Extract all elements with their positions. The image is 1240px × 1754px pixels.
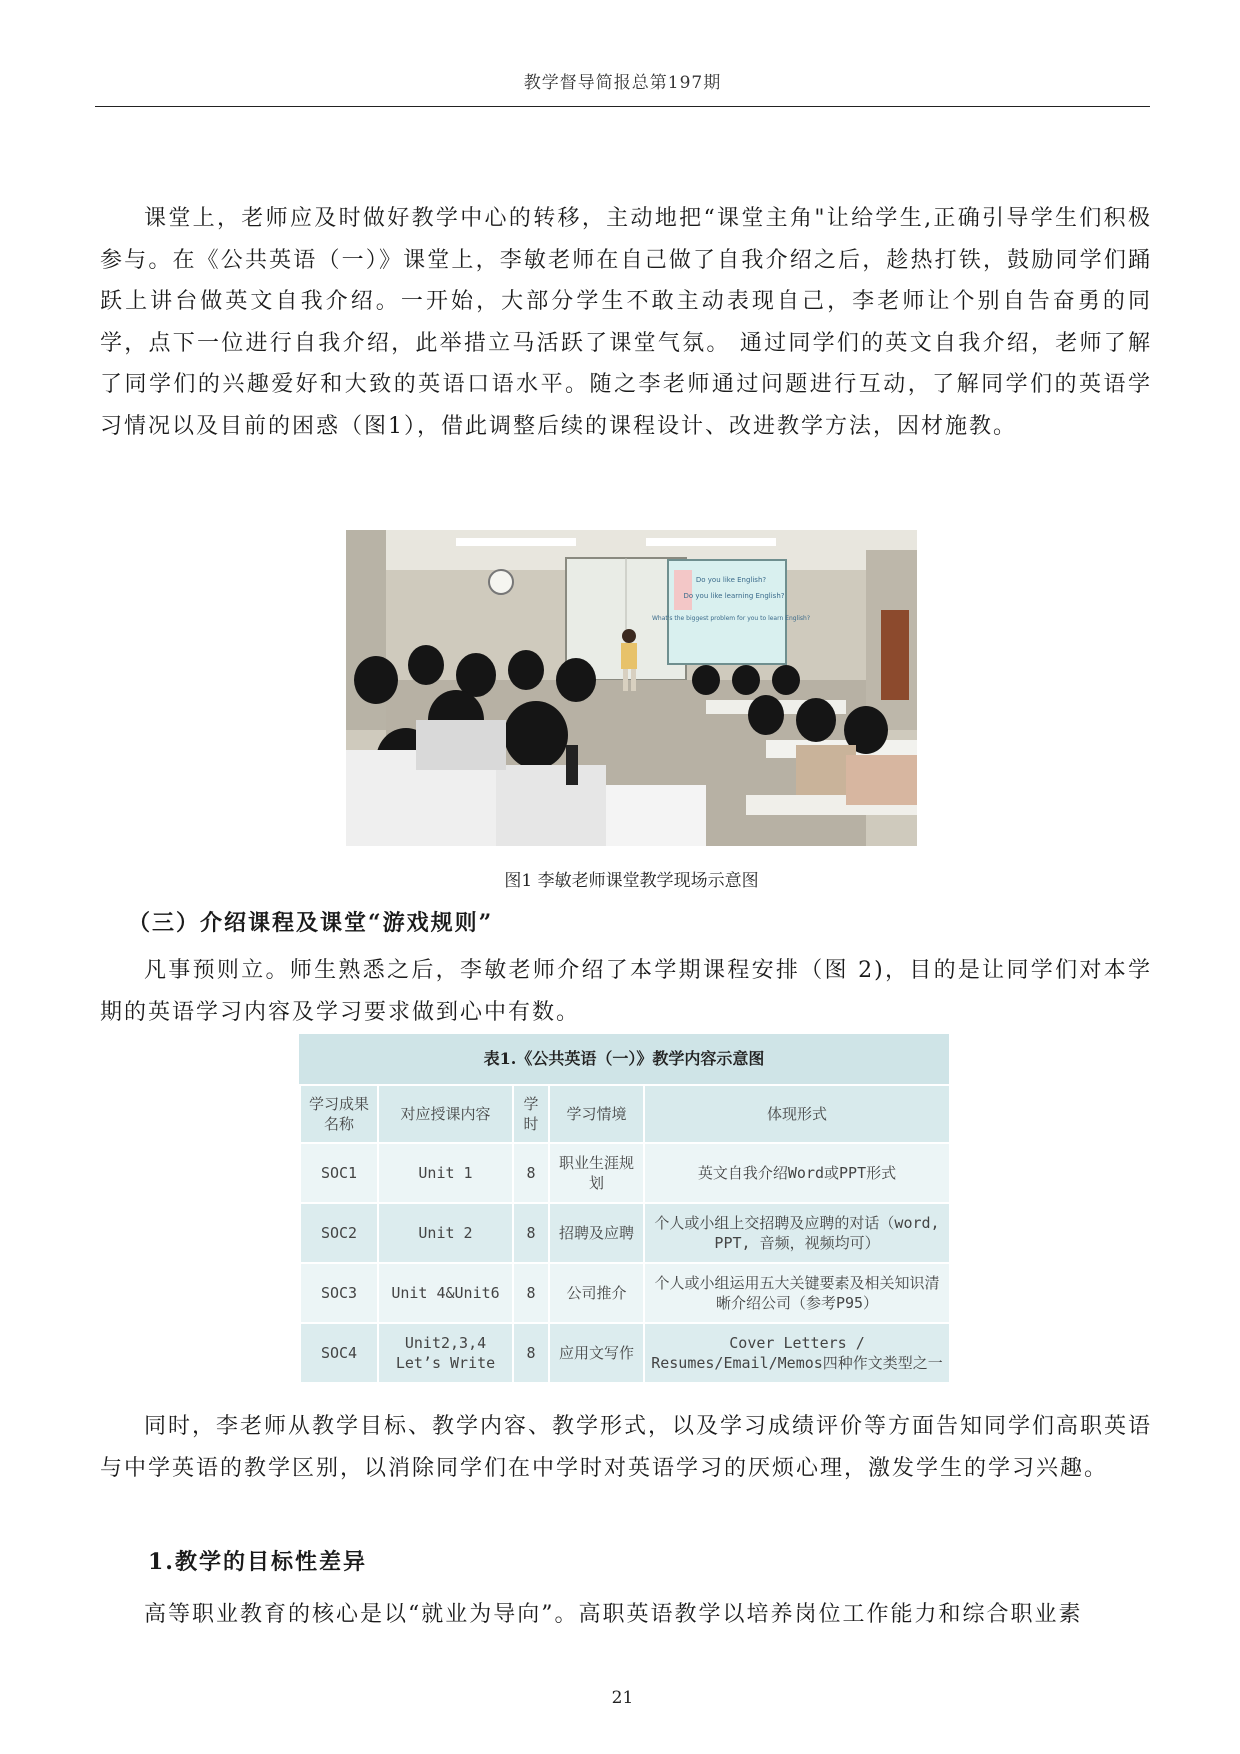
table-cell: 招聘及应聘 (549, 1203, 644, 1263)
body-paragraph-4: 高等职业教育的核心是以“就业为导向”。高职英语教学以培养岗位工作能力和综合职业素 (144, 1602, 1083, 1627)
table-title: 表1.《公共英语（一）》教学内容示意图 (299, 1034, 949, 1084)
header-divider (95, 106, 1150, 107)
table-row (300, 1323, 950, 1383)
table-row (300, 1263, 950, 1323)
table-cell: 8 (513, 1263, 549, 1323)
slide-line-2: Do you like learning English? (683, 592, 785, 600)
table-row (300, 1203, 950, 1263)
table-cell: 8 (513, 1143, 549, 1203)
table-cell: 8 (513, 1323, 549, 1383)
body-paragraph-2: 凡事预则立。师生熟悉之后，李敏老师介绍了本学期课程安排（图 2)，目的是让同学们对本学期的英语学习内容及学习要求做到心中有数。 (100, 958, 1152, 1025)
table-cell: Unit2,3,4 Let’s Write (378, 1323, 513, 1383)
table-row (300, 1143, 950, 1203)
page-header: 教学督导简报总第197期 (523, 73, 722, 93)
table-cell: SOC1 (300, 1143, 378, 1203)
table-header-cell: 体现形式 (644, 1085, 950, 1143)
table-cell: 职业生涯规划 (549, 1143, 644, 1203)
table-header-cell: 学时 (513, 1085, 549, 1143)
table-cell: 英文自我介绍Word或PPT形式 (644, 1143, 950, 1203)
section-heading: （三）介绍课程及课堂“游戏规则” (128, 910, 494, 936)
table-cell: SOC3 (300, 1263, 378, 1323)
slide-line-3: What's the biggest problem for you to learn English? (651, 615, 811, 622)
table-cell: 个人或小组上交招聘及应聘的对话（word, PPT, 音频，视频均可） (644, 1203, 950, 1263)
table-cell: 个人或小组运用五大关键要素及相关知识清晰介绍公司（参考P95） (644, 1263, 950, 1323)
figure-caption: 图1 李敏老师课堂教学现场示意图 (504, 871, 759, 891)
table-header-row (300, 1085, 950, 1143)
table-cell: Unit 2 (378, 1203, 513, 1263)
table-cell: 8 (513, 1203, 549, 1263)
slide-line-1: Do you like English? (695, 576, 767, 584)
table-cell: SOC2 (300, 1203, 378, 1263)
table-header-cell: 学习成果名称 (300, 1085, 378, 1143)
table-cell: Cover Letters / Resumes/Email/Memos四种作文类型之一 (644, 1323, 950, 1383)
table-header-cell: 对应授课内容 (378, 1085, 513, 1143)
course-content-table (299, 1034, 949, 1382)
course-table (299, 1084, 951, 1384)
subsection-heading: 1.教学的目标性差异 (148, 1549, 367, 1575)
table-cell: 应用文写作 (549, 1323, 644, 1383)
body-paragraph-1: 课堂上，老师应及时做好教学中心的转移，主动地把“课堂主角"让给学生,正确引导学生们积极参与。在《公共英语（一）》课堂上，李敏老师在自己做了自我介绍之后，趁热打铁，鼓励同学们踊跃上讲台做英文自我介绍。一开始，大部分学生不敢主动表现自己，李老师让个别自告奋勇的同学，点下一位进行自我介绍，此举措立马活跃了课堂气氛。 通过同学们的英文自我介绍，老师了解了同学们的兴趣爱好和大致的英语口语水平。随之李老师通过问题进行互动，了解同学们的英语学习情况以及目前的困惑（图1），借此调整后续的课程设计、改进教学方法，因材施教。 (100, 206, 1152, 439)
body-paragraph-3: 同时，李老师从教学目标、教学内容、教学形式，以及学习成绩评价等方面告知同学们高职英语与中学英语的教学区别，以消除同学们在中学时对英语学习的厌烦心理，激发学生的学习兴趣。 (100, 1414, 1153, 1481)
page-number: 21 (611, 1688, 634, 1708)
table-cell: SOC4 (300, 1323, 378, 1383)
classroom-photo (346, 530, 917, 846)
table-cell: Unit 1 (378, 1143, 513, 1203)
table-header-cell: 学习情境 (549, 1085, 644, 1143)
table-cell: Unit 4&Unit6 (378, 1263, 513, 1323)
table-cell: 公司推介 (549, 1263, 644, 1323)
